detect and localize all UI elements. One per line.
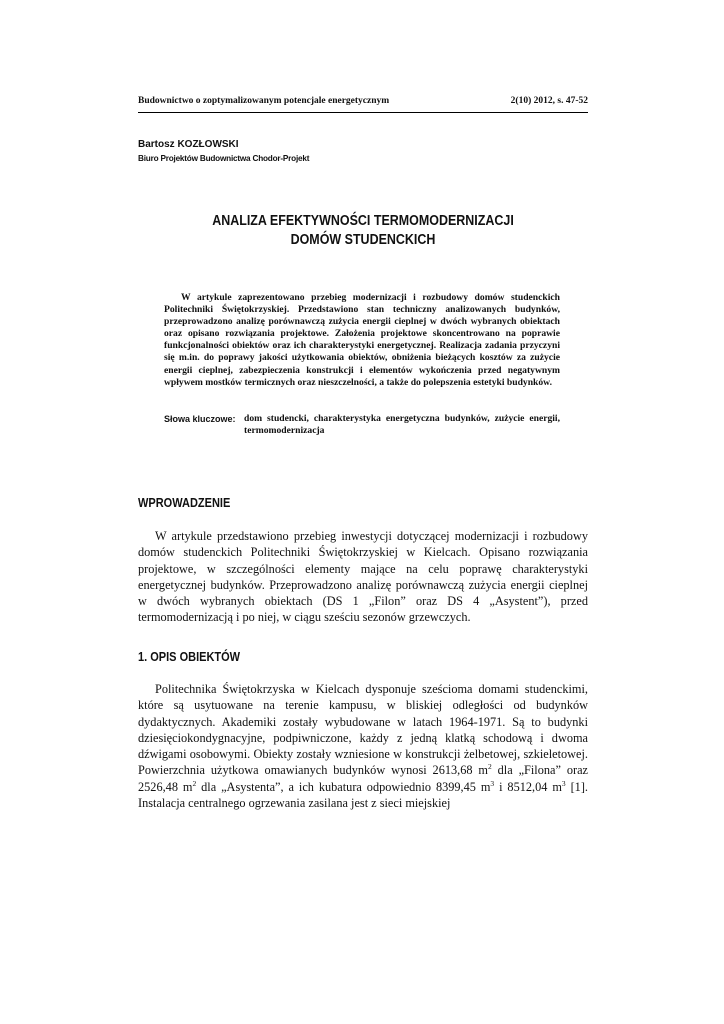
title-line-2: DOMÓW STUDENCKICH bbox=[290, 232, 436, 248]
section-heading-introduction: WPROWADZENIE bbox=[138, 496, 231, 510]
paragraph-text: dla „Filona” oraz 2526,48 m bbox=[138, 763, 589, 794]
author-name: Bartosz KOZŁOWSKI bbox=[138, 139, 239, 150]
title-line-1: ANALIZA EFEKTYWNOŚCI TERMOMODERNIZACJI bbox=[212, 213, 514, 229]
paper-title bbox=[170, 212, 557, 250]
abstract: W artykule zaprezentowano przebieg modernizacji i rozbudowy domów studenckich Politechniki Świętokrzyskiej. Przedstawiono stan techniczny analizowanych budynków, przeprowadzono analizę porównawczą zużycia energii cieplnej w dwóch wybranych obiektach oraz opisano rozwiązania projektowe. Założenia projektowe skoncentrowano na poprawie funkcjonalności obiektów oraz ich charakterystyki energetycznej. Realizacja zadania przyczyni się m.in. do poprawy jakości użytkowania obiektów, obniżenia bieżących kosztów za zużycie energii cieplnej, zabezpieczenia konstrukcji i elementów wykończenia przed negatywnym wpływem mostków termicznych oraz nieszczelności, a także do polepszenia estetyki budynków. bbox=[164, 292, 560, 388]
journal-name: Budownictwo o zoptymalizowanym potencjale energetycznym bbox=[138, 96, 390, 106]
object-description-paragraph bbox=[138, 681, 588, 811]
author-affiliation: Biuro Projektów Budownictwa Chodor-Projekt bbox=[138, 154, 310, 163]
superscript: 3 bbox=[490, 778, 495, 788]
introduction-paragraph: W artykule przedstawiono przebieg inwestycji dotyczącej modernizacji i rozbudowy domów studenckich Politechniki Świętokrzyskiej w Kielcach. Opisano rozwiązania projektowe, w szczególności elementy mające na celu poprawę charakterystyki energetycznej budynków. Przeprowadzono analizę porównawczą zużycia energii cieplnej w dwóch wybranych obiektach (DS 1 „Filon” oraz DS 4 „Asystent”), przed termomodernizacją i po niej, w ciągu sześciu sezonów grzewczych. bbox=[138, 529, 588, 625]
superscript: 2 bbox=[192, 778, 197, 788]
keywords bbox=[164, 413, 560, 437]
paragraph-text: dla „Asystenta”, a ich kubatura odpowiednio 8399,45 m bbox=[196, 779, 491, 794]
paragraph-text: Politechnika Świętokrzyska w Kielcach dysponuje sześcioma domami studenckimi, które są usytuowane na terenie kampusu, w bliskiej odległości od budynków dydaktycznych. Akademiki zostały wybudowane w latach 1964-1971. Są to budynki dziesięciokondygnacyjne, podpiwniczone, każdy z jedną klatką schodową i dwoma dźwigami osobowymi. Obiekty zostały wzniesione w konstrukcji żelbetowej, szkieletowej. Powierzchnia użytkowa omawianych budynków wynosi 2613,68 m bbox=[138, 682, 588, 778]
keywords-label: Słowa kluczowe: bbox=[164, 414, 236, 424]
keywords-text: dom studencki, charakterystyka energetyczna budynków, zużycie energii, termomodernizacja bbox=[244, 413, 560, 437]
section-heading-object-description: 1. OPIS OBIEKTÓW bbox=[138, 650, 241, 664]
paragraph-text: [1]. Instalacja centralnego ogrzewania zasilana jest z sieci miejskiej bbox=[138, 779, 588, 811]
header-rule bbox=[138, 112, 588, 113]
superscript: 3 bbox=[561, 778, 566, 788]
paragraph-text: i 8512,04 m bbox=[494, 779, 562, 794]
superscript: 2 bbox=[488, 762, 492, 772]
issue-info: 2(10) 2012, s. 47-52 bbox=[510, 96, 588, 106]
